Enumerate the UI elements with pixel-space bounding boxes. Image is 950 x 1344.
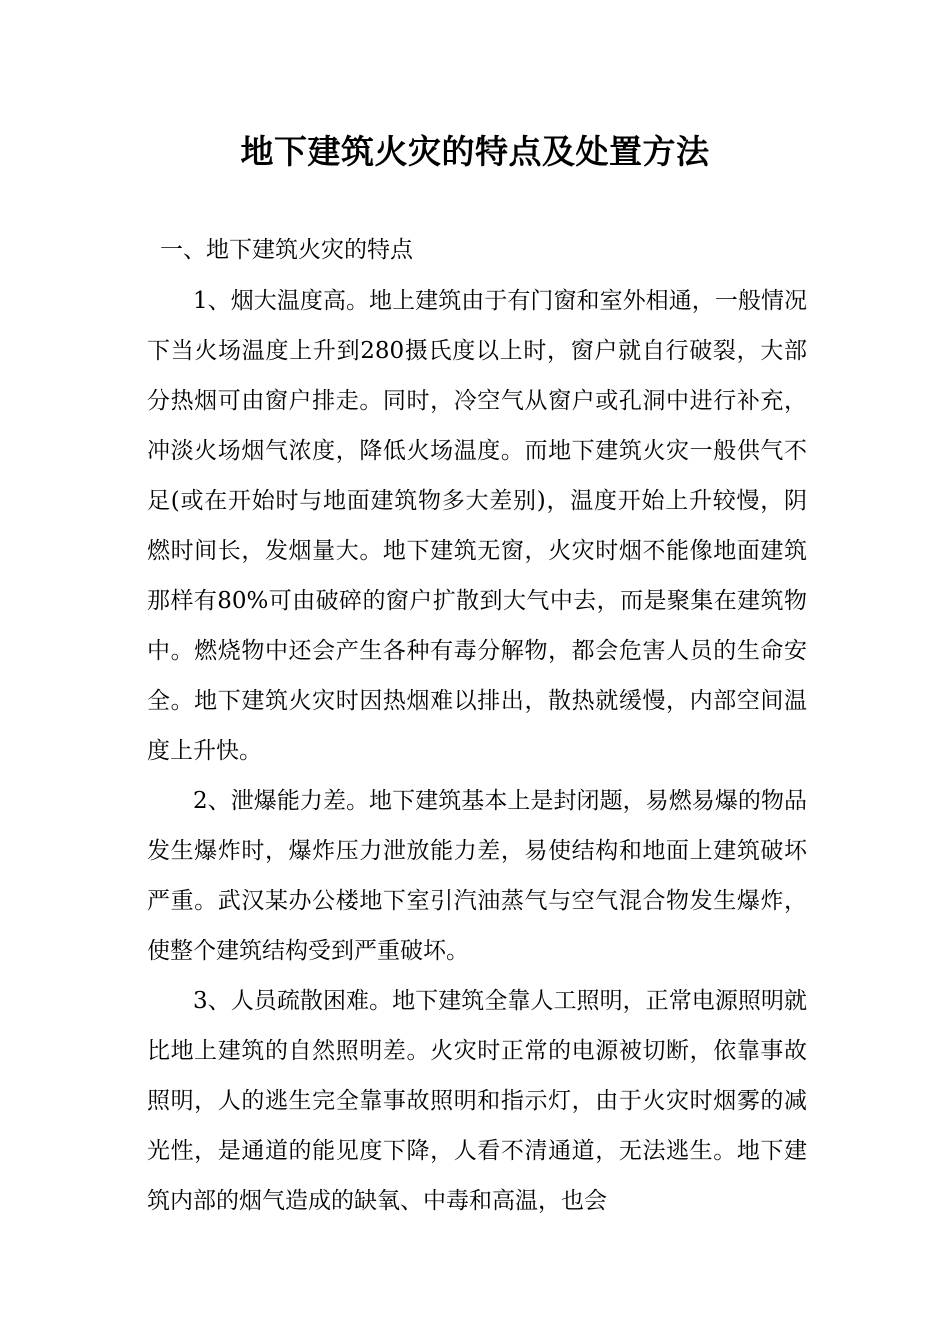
paragraph-smoke-temperature: 1、烟大温度高。地上建筑由于有门窗和室外相通，一般情况下当火场温度上升到280摄氏度以上时，窗户就自行破裂，大部分热烟可由窗户排走。同时，冷空气从窗户或孔洞中进行补充，冲淡火场烟气浓度，降低火场温度。而地下建筑火灾一般供气不足(或在开始时与地面建筑物多大差别)，温度开始上升较慢，阴燃时间长，发烟量大。地下建筑无窗，火灾时烟不能像地面建筑那样有80%可由破碎的窗户扩散到大气中去，而是聚集在建筑物中。燃烧物中还会产生各种有毒分解物，都会危害人员的生命安全。地下建筑火灾时因热烟难以排出，散热就缓慢，内部空间温度上升快。	[147, 288, 807, 764]
paragraph-evacuation-difficulty: 3、人员疏散困难。地下建筑全靠人工照明，正常电源照明就比地上建筑的自然照明差。火灾时正常的电源被切断，依靠事故照明，人的逃生完全靠事故照明和指示灯，由于火灾时烟雾的减光性，是通道的能见度下降，人看不清通道，无法逃生。地下建筑内部的烟气造成的缺氧、中毒和高温，也会	[147, 988, 807, 1214]
document-title: 地下建筑火灾的特点及处置方法	[240, 132, 710, 171]
paragraph-explosion-venting: 2、泄爆能力差。地下建筑基本上是封闭题，易燃易爆的物品发生爆炸时，爆炸压力泄放能力差，易使结构和地面上建筑破坏严重。武汉某办公楼地下室引汽油蒸气与空气混合物发生爆炸，使整个建筑结构受到严重破坏。	[147, 788, 807, 964]
section-heading: 一、地下建筑火灾的特点	[160, 237, 413, 263]
